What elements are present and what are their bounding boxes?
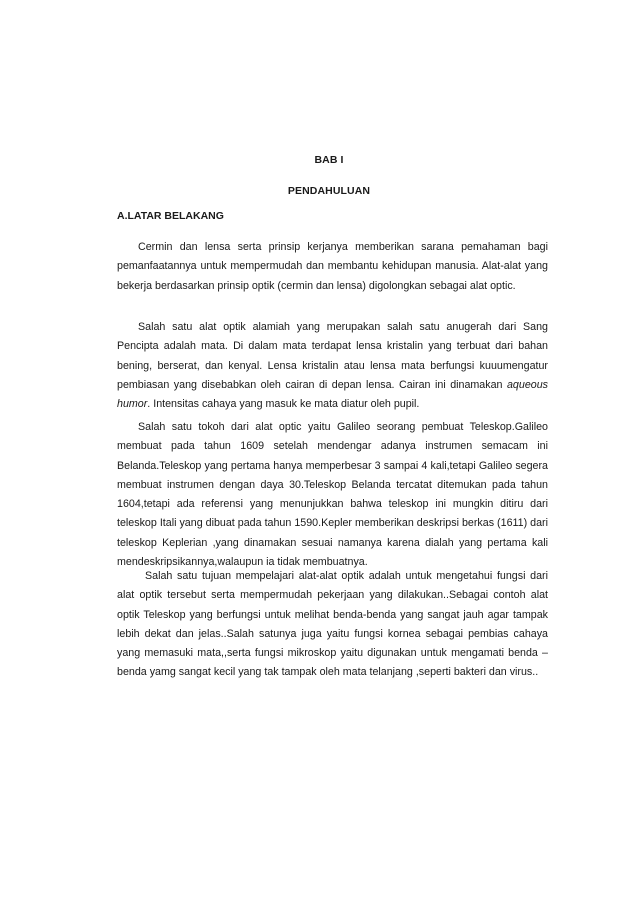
paragraph-4: Salah satu tujuan mempelajari alat-alat optik adalah untuk mengetahui fungsi dari alat optik tersebut serta mempermudah pekerjaan yang dilakukan..Sebagai contoh alat optik Teleskop yang berfungsi untuk melihat benda-benda yang sangat jauh agar tampak lebih dekat dan jelas..Salah satunya juga yaitu fungsi kornea sebagai pembias cahaya yang memasuki mata,,serta fungsi mikroskop yaitu digunakan untuk mengamati benda – benda yamg sangat kecil yang tak tampak oleh mata telanjang ,seperti bakteri dan virus..	[117, 570, 548, 679]
paragraph-1: Cermin dan lensa serta prinsip kerjanya memberikan sarana pemahaman bagi pemanfaatannya untuk mempermudah dan membantu kehidupan manusia. Alat-alat yang bekerja berdasarkan prinsip optik (cermin dan lensa) digolongkan sebagai alat optic.	[117, 241, 548, 292]
paragraph-2-text-start: Salah satu alat optik alamiah yang merupakan salah satu anugerah dari Sang Pencipta adalah mata. Di dalam mata terdapat lensa kristalin yang terbuat dari bahan bening, berserat, dan kenyal. Lensa kristalin atau lensa mata berfungsi kuuumengatur pembiasan yang disebabkan oleh cairan di depan lensa. Cairan ini dinamakan	[117, 321, 548, 391]
section-heading: A.LATAR BELAKANG	[117, 210, 224, 222]
paragraph-2	[117, 318, 548, 414]
paragraph-2-italic-term: aqueous humor	[117, 378, 548, 411]
paragraph-3: Salah satu tokoh dari alat optic yaitu Galileo seorang pembuat Teleskop.Galileo membuat pada tahun 1609 setelah mendengar adanya instrumen semacam ini Belanda.Teleskop yang pertama hanya memperbesar 3 sampai 4 kali,tetapi Galileo segera membuat instrumen dengan daya 30.Teleskop Belanda tercatat ditemukan pada tahun 1604,tetapi ada referensi yang menunjukkan bahwa teleskop ini mungkin ditiru dari teleskop Itali yang dibuat pada tahun 1590.Kepler memberikan deskripsi berkas (1611) dari teleskop Keplerian ,yang dinamakan sesuai namanya karena dialah yang pertama kali mendeskripsikannya,walaupun ia tidak membuatnya.	[117, 421, 548, 569]
chapter-title: PENDAHULUAN	[287, 185, 371, 197]
paragraph-2-text-end: . Intensitas cahaya yang masuk ke mata diatur oleh pupil.	[147, 398, 420, 411]
chapter-number: BAB I	[314, 154, 344, 166]
